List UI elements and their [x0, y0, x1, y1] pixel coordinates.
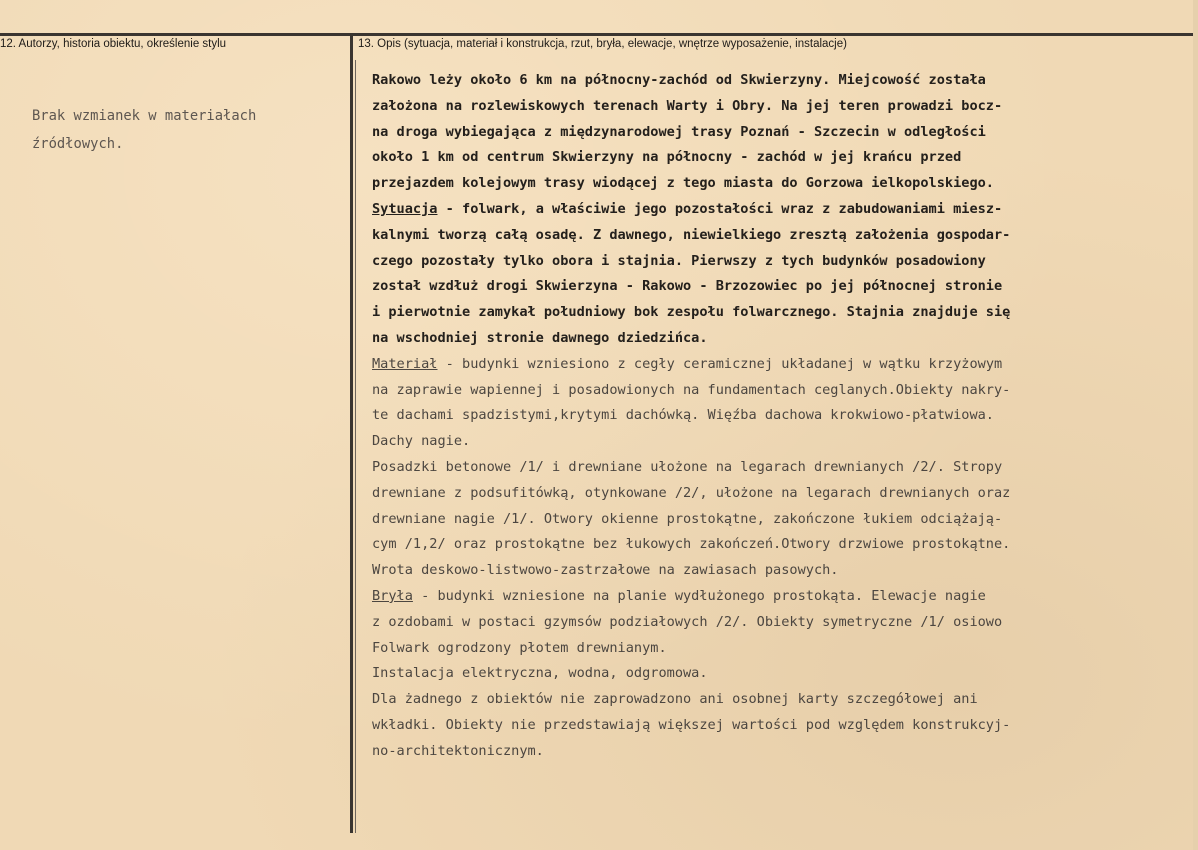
description-line [372, 352, 1187, 378]
description-line-text: kalnymi tworzą całą osadę. Z dawnego, niewielkiego zresztą założenia gospodar- [372, 226, 1011, 243]
authors-history-text [32, 102, 342, 158]
description-line [372, 171, 1187, 197]
description-line-text: Folwark ogrodzony płotem drewnianym. [372, 639, 667, 656]
description-line [372, 507, 1187, 533]
description-line [372, 532, 1187, 558]
description-line [372, 636, 1187, 662]
description-line-text: - budynki wzniesiono z cegły ceramicznej układanej w wątku krzyżowym [437, 355, 1003, 372]
description-line-text: drewniane z podsufitówką, otynkowane /2/, ułożone na legarach drewnianych oraz [372, 484, 1011, 501]
description-line-text: - budynki wzniesione na planie wydłużonego prostokąta. Elewacje nagie [412, 587, 986, 604]
description-line [372, 403, 1187, 429]
description-text [372, 68, 1187, 765]
description-line-text: czego pozostały tylko obora i stajnia. Pierwszy z tych budynków posadowiony [372, 252, 986, 269]
description-line-text: te dachami spadzistymi,krytymi dachówką. Więźba dachowa krokwiowo-płatwiowa. [372, 407, 994, 424]
section-keyword: Materiał [372, 355, 438, 372]
description-line [372, 687, 1187, 713]
card-right-edge [1193, 0, 1198, 850]
description-line-text: Dla żadnego z obiektów nie zaprowadzono ani osobnej karty szczegółowej ani [372, 691, 978, 708]
description-line-text: z ozdobami w postaci gzymsów podziałowych /2/. Obiekty symetryczne /1/ osiowo [372, 613, 1003, 630]
description-line [372, 94, 1187, 120]
description-line [372, 326, 1187, 352]
left-text-line-1: Brak wzmianek w materiałach [32, 108, 257, 124]
description-line [372, 249, 1187, 275]
description-line [372, 739, 1187, 765]
description-line-text: przejazdem kolejowym trasy wiodącej z tego miasta do Gorzowa ielkopolskiego. [372, 175, 994, 192]
description-line-text: został wzdłuż drogi Skwierzyna - Rakowo - Brzozowiec po jej północnej stronie [372, 278, 1003, 295]
description-line [372, 68, 1187, 94]
section-keyword: Sytuacja [372, 200, 438, 217]
description-line-text: no-architektonicznym. [372, 742, 544, 759]
column-divider-line [350, 33, 353, 833]
description-line [372, 610, 1187, 636]
description-line-text: na zaprawie wapiennej i posadowionych na fundamentach ceglanych.Obiekty nakry- [372, 381, 1011, 398]
description-line [372, 223, 1187, 249]
description-line-text: i pierwotnie zamykał południowy bok zespołu folwarcznego. Stajnia znajduje się [372, 304, 1011, 321]
description-line-text: około 1 km od centrum Skwierzyny na północny - zachód w jej krańcu przed [372, 149, 962, 166]
description-line [372, 300, 1187, 326]
description-line [372, 197, 1187, 223]
column-divider-thin-line [355, 60, 356, 833]
description-line-text: Rakowo leży około 6 km na północny-zachód od Skwierzyny. Miejcowość została [372, 72, 986, 88]
description-line [372, 429, 1187, 455]
description-line [372, 481, 1187, 507]
description-line-text: na wschodniej stronie dawnego dziedzińca. [372, 329, 708, 346]
description-line-text: cym /1,2/ oraz prostokątne bez łukowych zakończeń.Otwory drzwiowe prostokątne. [372, 536, 1011, 553]
description-line [372, 145, 1187, 171]
description-line-text: Wrota deskowo-listwowo-zastrzałowe na zawiasach pasowych. [372, 562, 839, 579]
description-line [372, 274, 1187, 300]
section-13-heading: 13. Opis (sytuacja, materiał i konstrukcja, rzut, bryła, elewacje, wnętrze wyposażenie, instalacje) [358, 38, 847, 50]
description-line-text: Instalacja elektryczna, wodna, odgromowa. [372, 665, 708, 682]
description-line [372, 378, 1187, 404]
description-line [372, 120, 1187, 146]
description-line [372, 455, 1187, 481]
section-12-heading: 12. Autorzy, historia obiektu, określenie stylu [0, 38, 227, 50]
description-line-text: wkładki. Obiekty nie przedstawiają większej wartości pod względem konstrukcyj- [372, 716, 1011, 733]
section-keyword: Bryła [372, 587, 413, 604]
description-line [372, 584, 1187, 610]
description-line [372, 661, 1187, 687]
description-line-text: Dachy nagie. [372, 433, 471, 450]
description-line-text: na droga wybiegająca z międzynarodowej trasy Poznań - Szczecin w odległości [372, 123, 986, 140]
description-line-text: drewniane nagie /1/. Otwory okienne prostokątne, zakończone łukiem odciążają- [372, 510, 1003, 527]
top-divider-line [0, 33, 1198, 36]
left-text-line-2: źródłowych. [32, 136, 124, 152]
description-line-text: Posadzki betonowe /1/ i drewniane ułożone na legarach drewnianych /2/. Stropy [372, 458, 1003, 475]
description-line-text: założona na rozlewiskowych terenach Warty i Obry. Na jej teren prowadzi bocz- [372, 97, 1003, 114]
description-line-text: - folwark, a właściwie jego pozostałości wraz z zabudowaniami miesz- [437, 200, 1003, 217]
description-line [372, 713, 1187, 739]
description-line [372, 558, 1187, 584]
